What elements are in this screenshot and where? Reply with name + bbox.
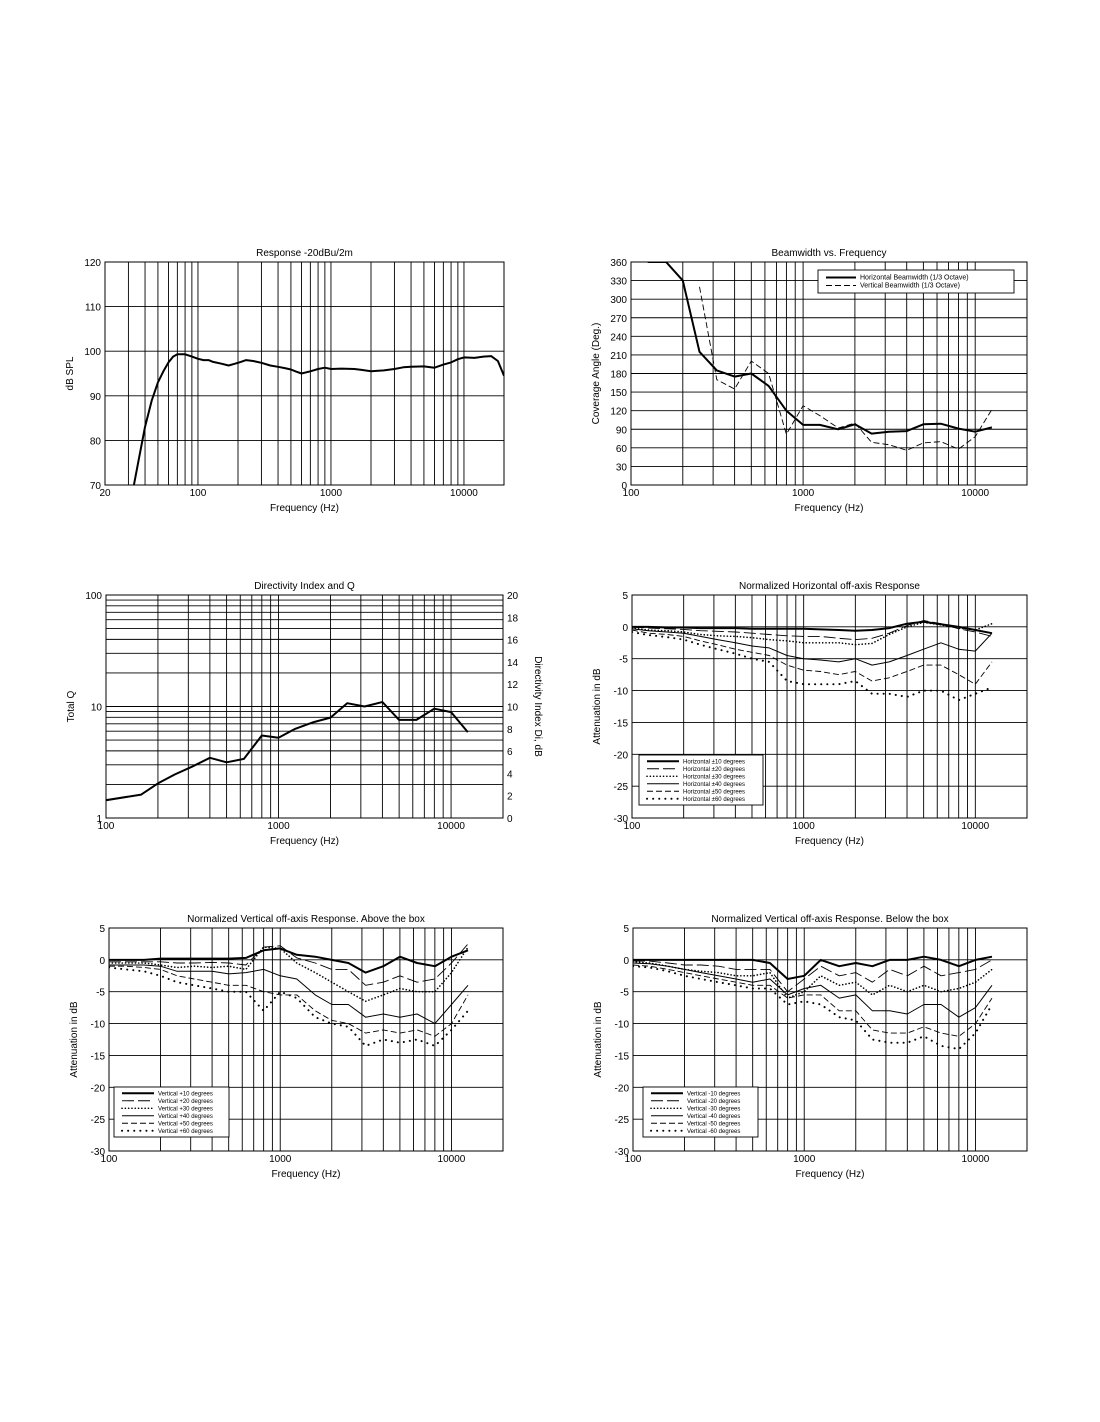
y-tick-label: -25 bbox=[614, 1115, 629, 1127]
x-tick-label: 100 bbox=[624, 1154, 642, 1165]
y-tick-label: 5 bbox=[99, 924, 105, 935]
y-axis-label: Total Q bbox=[66, 690, 77, 723]
series-line-6 bbox=[632, 632, 992, 700]
legend-label: Horizontal ±30 degrees bbox=[683, 774, 745, 781]
legend bbox=[639, 755, 763, 805]
y-tick-label: 5 bbox=[622, 591, 628, 602]
legend-label: Vertical +60 degrees bbox=[158, 1128, 213, 1135]
y2-axis-label: Directivity Index Di, dB bbox=[532, 656, 543, 757]
y2-tick-label: 10 bbox=[507, 702, 519, 714]
x-tick-label: 10000 bbox=[450, 488, 478, 499]
y-tick-label: 300 bbox=[610, 295, 627, 307]
y-tick-label: 240 bbox=[610, 332, 627, 344]
series-group bbox=[109, 944, 468, 1046]
y-tick-label: 70 bbox=[89, 481, 101, 492]
y-tick-label: -25 bbox=[613, 782, 628, 794]
y2-tick-label: 0 bbox=[507, 814, 513, 825]
y-tick-label: 120 bbox=[610, 406, 627, 418]
legend-label: Vertical +40 degrees bbox=[158, 1113, 213, 1120]
y-tick-label: 180 bbox=[610, 369, 627, 381]
y2-tick-label: 12 bbox=[507, 680, 519, 692]
chart-response bbox=[65, 248, 504, 514]
x-axis-label: Frequency (Hz) bbox=[270, 836, 339, 847]
y-tick-label: -15 bbox=[613, 718, 628, 730]
x-tick-label: 10000 bbox=[961, 488, 990, 499]
y-tick-label: 150 bbox=[610, 388, 627, 400]
x-tick-label: 100 bbox=[97, 821, 115, 832]
y-tick-label: 330 bbox=[610, 276, 627, 288]
y2-tick-label: 6 bbox=[507, 747, 513, 759]
series-group bbox=[134, 354, 504, 485]
y-tick-label: 0 bbox=[623, 955, 629, 967]
x-tick-label: 10000 bbox=[961, 821, 990, 832]
legend-label: Horizontal ±40 degrees bbox=[683, 781, 745, 788]
x-axis-label: Frequency (Hz) bbox=[270, 503, 339, 514]
legend-label: Vertical -20 degrees bbox=[687, 1098, 741, 1105]
y2-tick-label: 4 bbox=[507, 769, 513, 781]
legend-label: Horizontal ±20 degrees bbox=[683, 766, 745, 773]
chart-vertical-below bbox=[593, 914, 1027, 1180]
y-tick-label: -10 bbox=[90, 1019, 105, 1031]
legend bbox=[818, 270, 1014, 293]
legend-label: Vertical +20 degrees bbox=[158, 1098, 213, 1105]
x-tick-label: 1000 bbox=[791, 488, 815, 499]
y2-tick-label: 18 bbox=[507, 613, 519, 625]
y-tick-label: 100 bbox=[84, 347, 101, 359]
y-tick-label: 100 bbox=[85, 591, 102, 602]
legend-label: Vertical +50 degrees bbox=[158, 1121, 213, 1128]
legend-label: Vertical -50 degrees bbox=[687, 1121, 741, 1128]
legend-label: Vertical +30 degrees bbox=[158, 1106, 213, 1113]
y-tick-label: 30 bbox=[615, 462, 627, 474]
y-tick-label: 110 bbox=[85, 302, 101, 314]
x-tick-label: 10000 bbox=[437, 821, 465, 832]
chart-title: Beamwidth vs. Frequency bbox=[771, 248, 887, 259]
x-tick-label: 1000 bbox=[267, 821, 290, 832]
plot-grid bbox=[106, 595, 503, 818]
x-tick-label: 1000 bbox=[792, 821, 815, 832]
series-line-5 bbox=[632, 630, 992, 684]
y-tick-label: 0 bbox=[621, 481, 627, 492]
y-tick-label: -15 bbox=[614, 1051, 629, 1063]
y2-tick-label: 14 bbox=[507, 657, 519, 669]
chart-title: Normalized Horizontal off-axis Response bbox=[738, 581, 921, 592]
y-tick-label: 80 bbox=[89, 436, 101, 448]
series-line-2 bbox=[109, 944, 468, 985]
series-line-3 bbox=[109, 947, 468, 1001]
series-line-1 bbox=[109, 948, 468, 972]
x-tick-label: 100 bbox=[100, 1154, 118, 1165]
x-axis-label: Frequency (Hz) bbox=[795, 1169, 865, 1180]
chart-title: Normalized Vertical off-axis Response. Below the box bbox=[711, 914, 949, 925]
chart-title: Normalized Vertical off-axis Response. Above the box bbox=[187, 914, 425, 925]
y-tick-label: 5 bbox=[623, 924, 629, 935]
x-tick-label: 1000 bbox=[319, 488, 343, 499]
y-tick-label: 0 bbox=[622, 622, 628, 634]
legend-label: Vertical -30 degrees bbox=[687, 1106, 741, 1113]
y-axis-label: Attenuation in dB bbox=[592, 668, 603, 745]
series-line-4 bbox=[632, 629, 992, 665]
x-tick-label: 10000 bbox=[961, 1154, 990, 1165]
y-tick-label: -20 bbox=[613, 750, 628, 762]
y-axis-label: Attenuation in dB bbox=[69, 1001, 80, 1078]
y-axis-label: Coverage Angle (Deg.) bbox=[591, 322, 602, 425]
x-tick-label: 1000 bbox=[269, 1154, 292, 1165]
y-tick-label: 270 bbox=[610, 313, 627, 325]
y-tick-label: -15 bbox=[90, 1051, 105, 1063]
y2-tick-label: 8 bbox=[507, 724, 513, 736]
y-tick-label: -30 bbox=[614, 1147, 629, 1158]
y-tick-label: -30 bbox=[90, 1147, 105, 1158]
legend-label: Vertical -10 degrees bbox=[687, 1091, 741, 1098]
legend-label: Horizontal ±10 degrees bbox=[683, 759, 745, 766]
y-tick-label: 90 bbox=[615, 425, 627, 437]
legend-label: Vertical Beamwidth (1/3 Octave) bbox=[860, 282, 960, 290]
y-tick-label: 360 bbox=[610, 258, 627, 269]
legend bbox=[114, 1087, 229, 1137]
x-tick-label: 100 bbox=[623, 821, 641, 832]
y-tick-label: -5 bbox=[96, 987, 105, 999]
y-tick-label: -20 bbox=[614, 1083, 629, 1095]
legend bbox=[643, 1087, 758, 1137]
series-group bbox=[632, 621, 992, 701]
y-axis-label: dB SPL bbox=[65, 356, 76, 391]
chart-beamwidth bbox=[591, 248, 1027, 514]
x-tick-label: 10000 bbox=[437, 1154, 466, 1165]
series-line-6 bbox=[633, 966, 992, 1049]
y-tick-label: -10 bbox=[613, 686, 628, 698]
x-axis-label: Frequency (Hz) bbox=[795, 836, 864, 847]
y2-tick-label: 2 bbox=[507, 791, 513, 803]
legend-label: Horizontal ±50 degrees bbox=[683, 789, 745, 796]
series-line-1 bbox=[134, 354, 504, 485]
y-tick-label: -20 bbox=[90, 1083, 105, 1095]
chart-vertical-above bbox=[69, 914, 503, 1180]
series-group bbox=[633, 957, 992, 1049]
chart-title: Directivity Index and Q bbox=[254, 581, 355, 592]
y-tick-label: 120 bbox=[84, 258, 101, 269]
y-tick-label: -5 bbox=[620, 987, 629, 999]
legend-label: Vertical +10 degrees bbox=[158, 1091, 213, 1098]
chart-horizontal bbox=[592, 581, 1027, 847]
y-tick-label: -5 bbox=[619, 654, 628, 666]
legend-label: Vertical -40 degrees bbox=[687, 1113, 741, 1120]
y-tick-label: 10 bbox=[90, 702, 102, 714]
y-tick-label: 1 bbox=[96, 814, 102, 825]
legend-label: Horizontal ±60 degrees bbox=[683, 796, 745, 803]
y-axis-label: Attenuation in dB bbox=[593, 1001, 604, 1078]
y-tick-label: -30 bbox=[613, 814, 628, 825]
x-axis-label: Frequency (Hz) bbox=[271, 1169, 341, 1180]
y2-tick-label: 20 bbox=[507, 591, 519, 602]
x-tick-label: 100 bbox=[189, 488, 207, 499]
y-tick-label: -10 bbox=[614, 1019, 629, 1031]
x-axis-label: Frequency (Hz) bbox=[794, 503, 864, 514]
x-tick-label: 100 bbox=[622, 488, 640, 499]
y-tick-label: 60 bbox=[615, 443, 627, 455]
y2-tick-label: 16 bbox=[507, 635, 519, 647]
legend-label: Horizontal Beamwidth (1/3 Octave) bbox=[860, 274, 969, 282]
x-tick-label: 1000 bbox=[793, 1154, 816, 1165]
y-tick-label: -25 bbox=[90, 1115, 105, 1127]
chart-directivity bbox=[66, 581, 543, 847]
chart-title: Response -20dBu/2m bbox=[256, 248, 353, 259]
y-tick-label: 90 bbox=[89, 391, 101, 403]
plot-grid bbox=[631, 262, 1027, 485]
series-line-6 bbox=[109, 968, 468, 1046]
legend-label: Vertical -60 degrees bbox=[687, 1128, 741, 1135]
series-line-4 bbox=[109, 965, 468, 1024]
y-tick-label: 0 bbox=[99, 955, 105, 967]
y-tick-label: 210 bbox=[610, 350, 627, 362]
x-tick-label: 20 bbox=[99, 488, 111, 499]
